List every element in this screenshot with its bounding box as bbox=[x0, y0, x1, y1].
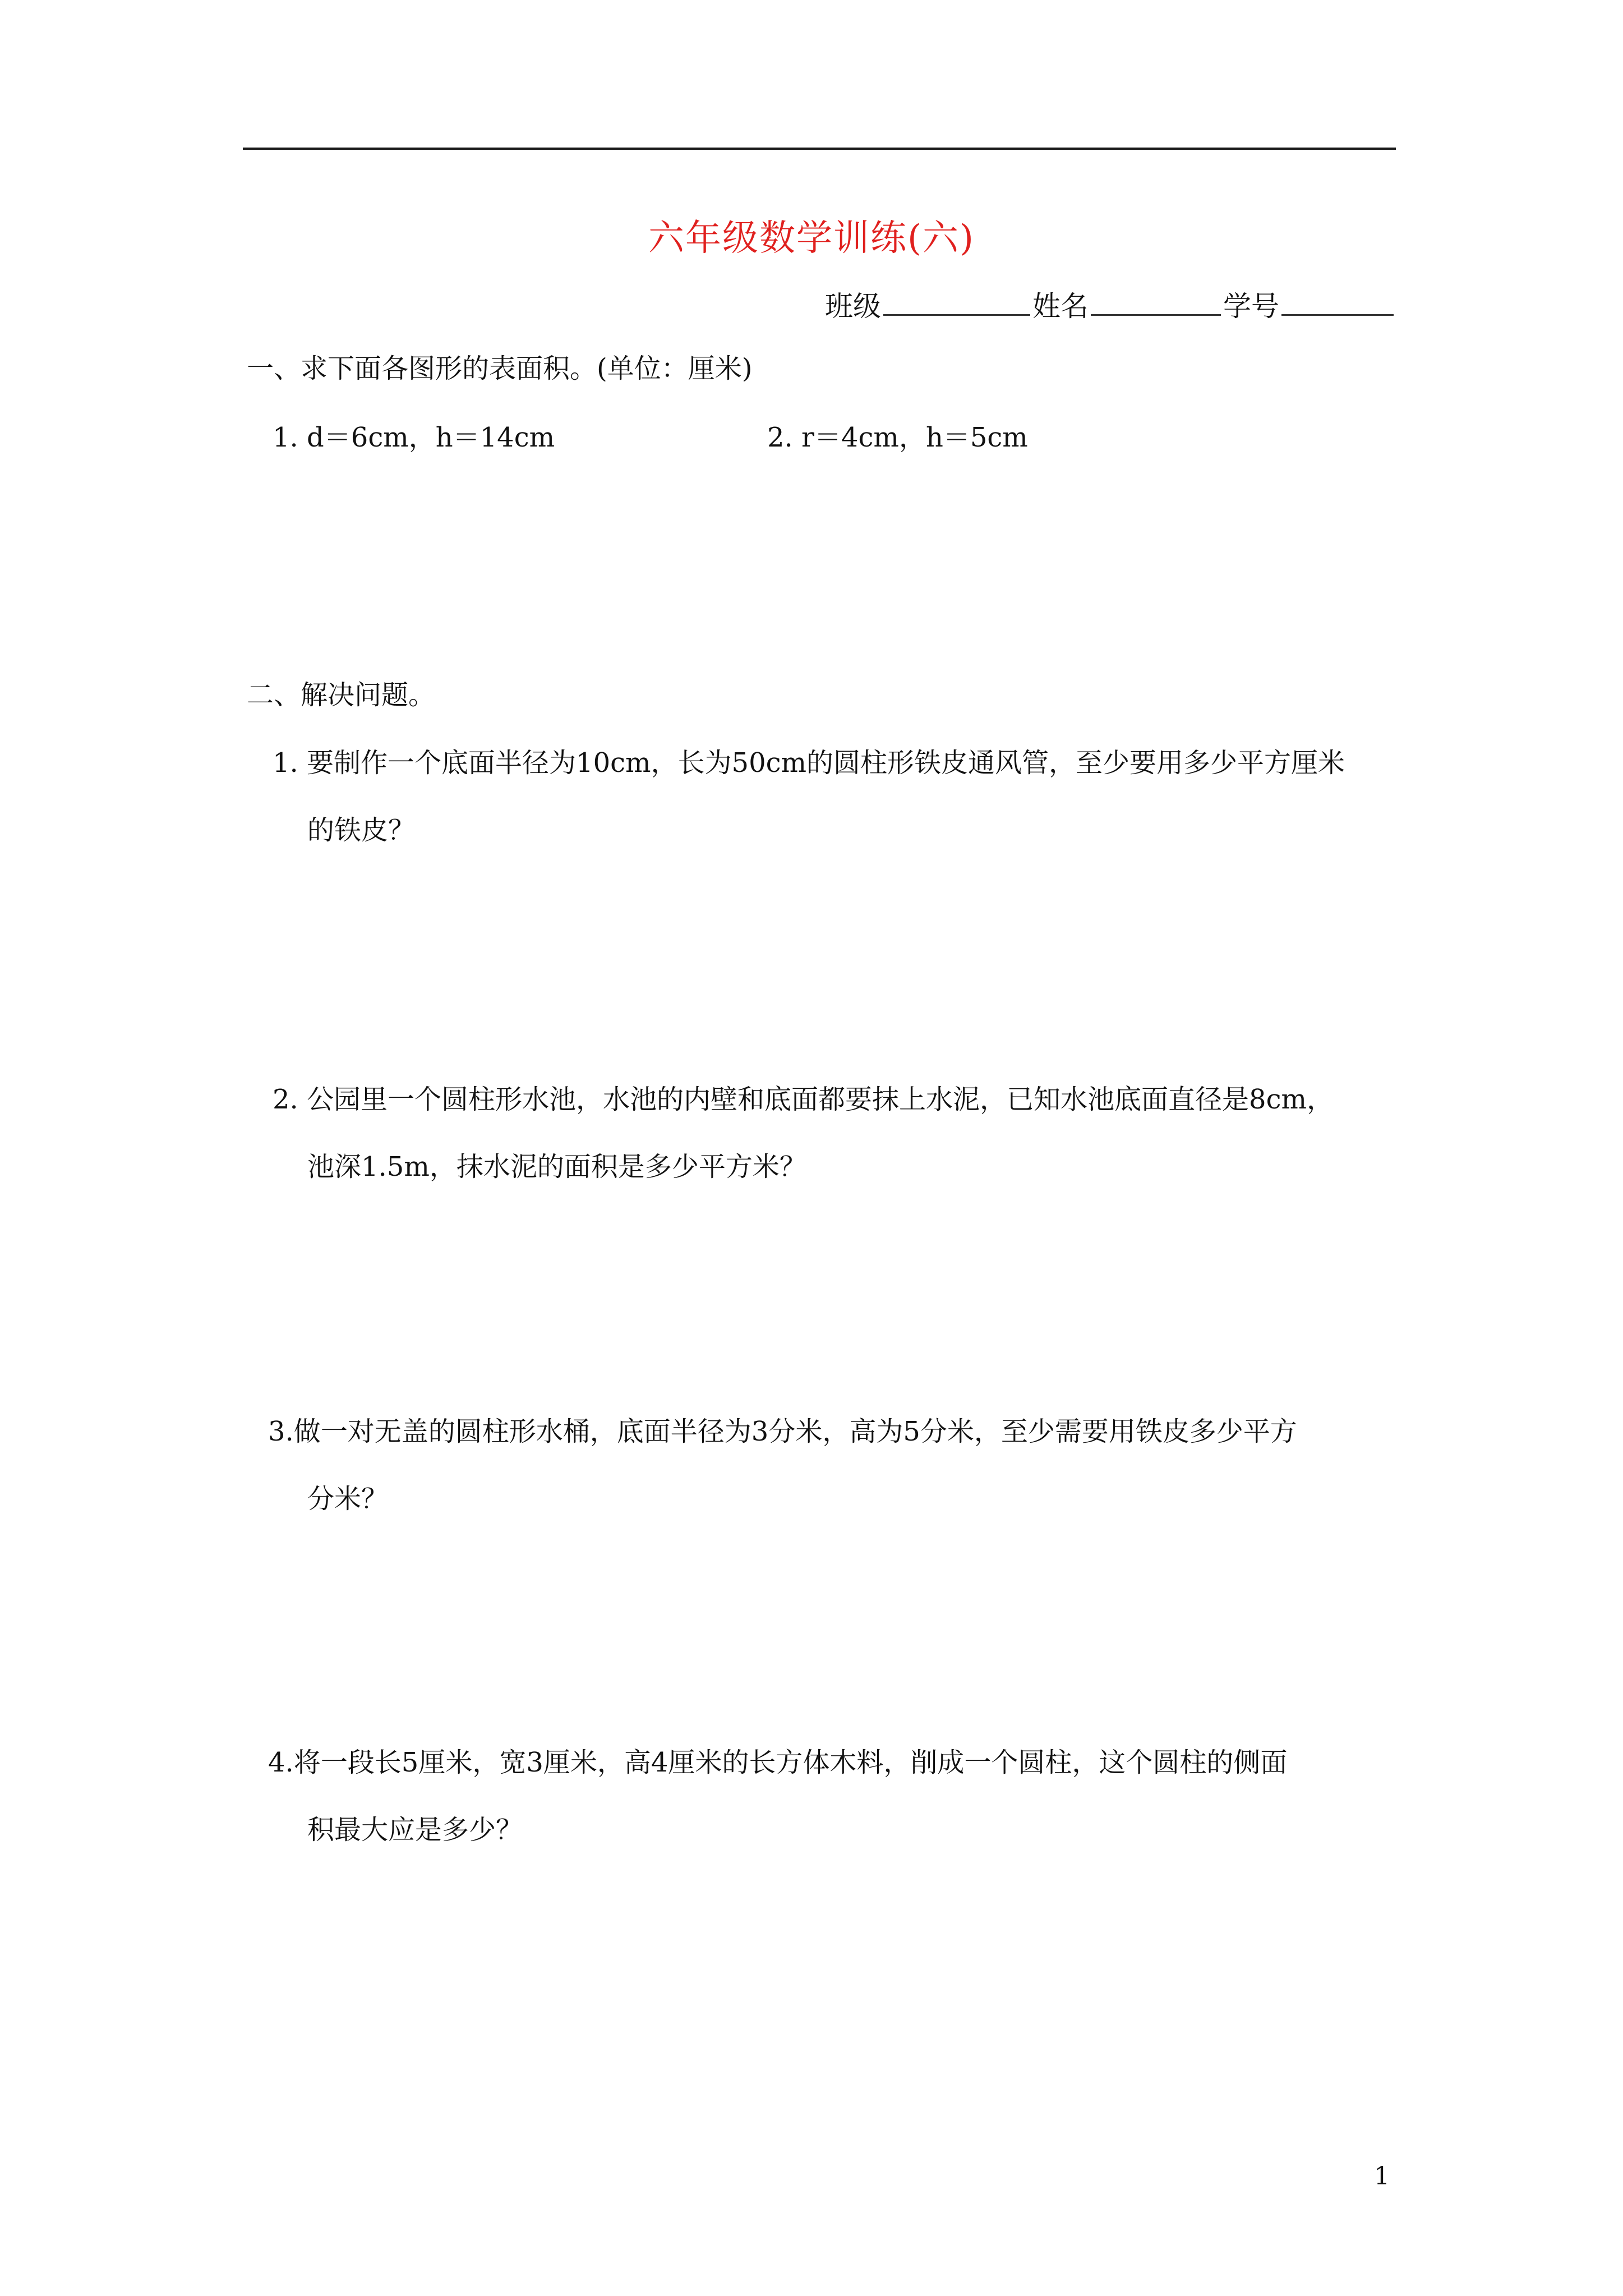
question-1-line-1: 1. 要制作一个底面半径为10cm，长为50cm的圆柱形铁皮通风管，至少要用多少平方厘米 bbox=[273, 747, 1345, 779]
question-2-line-2: 池深1.5m，抹水泥的面积是多少平方米？ bbox=[307, 1151, 806, 1182]
question-3-line-2: 分米？ bbox=[307, 1483, 389, 1515]
document-title: 六年级数学训练(六) bbox=[648, 218, 975, 259]
section1-item-1: 1. d＝6cm，h＝14cm bbox=[273, 422, 555, 453]
class-blank bbox=[883, 285, 1030, 316]
number-label: 学号 bbox=[1223, 290, 1279, 323]
question-4-line-2: 积最大应是多少？ bbox=[307, 1814, 523, 1846]
name-blank bbox=[1091, 285, 1221, 316]
header-rule bbox=[243, 148, 1396, 150]
student-info-line bbox=[825, 285, 1396, 326]
name-label: 姓名 bbox=[1032, 290, 1089, 323]
section1-heading: 一、求下面各图形的表面积。(单位：厘米) bbox=[247, 353, 753, 384]
page-number: 1 bbox=[1374, 2162, 1390, 2191]
question-2-line-1: 2. 公园里一个圆柱形水池，水池的内壁和底面都要抹上水泥，已知水池底面直径是8cm， bbox=[273, 1084, 1334, 1115]
class-label: 班级 bbox=[825, 290, 881, 323]
question-4-line-1: 4.将一段长5厘米，宽3厘米，高4厘米的长方体木料，削成一个圆柱，这个圆柱的侧面 bbox=[268, 1747, 1288, 1778]
section2-heading: 二、解决问题。 bbox=[247, 679, 436, 711]
question-3-line-1: 3.做一对无盖的圆柱形水桶，底面半径为3分米，高为5分米，至少需要用铁皮多少平方 bbox=[268, 1416, 1297, 1447]
question-1-line-2: 的铁皮？ bbox=[307, 815, 416, 846]
section1-item-2: 2. r＝4cm，h＝5cm bbox=[767, 422, 1028, 453]
number-blank bbox=[1281, 285, 1394, 316]
